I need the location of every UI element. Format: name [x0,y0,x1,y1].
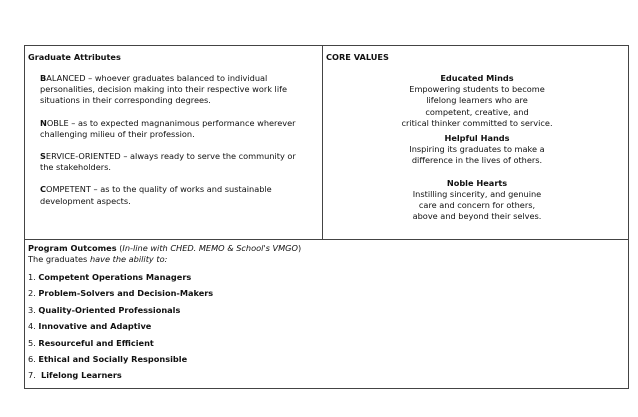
core-value-line: above and beyond their selves. [412,211,542,222]
program-outcomes-cell [25,240,629,389]
core-value-line: care and concern for others, [418,200,536,211]
outcome-number: 2. [28,288,39,299]
attribute-letter: N [40,117,47,128]
subtitle-plain: The graduates [28,254,90,264]
attribute-competent [40,184,308,206]
core-value-line: Inspiring its graduates to make a [409,144,545,155]
program-outcomes-title: Program Outcomes (In-line with CHED. MEMO & School's VMGO) [28,243,302,253]
outcome-label: Resourceful and Efficient [38,337,154,348]
outcome-item [25,321,628,332]
attribute-noble [40,118,308,140]
core-value-line: lifelong learners who are [426,95,528,106]
program-outcomes-list [25,272,628,381]
attribute-word: OBLE [46,117,69,128]
attribute-word: OMPETENT [46,184,91,195]
core-value-helpful-hands [323,133,628,167]
attribute-description: – as to expected magnanimous performance wherever challenging milieu of their profession. [40,117,296,139]
outcome-item [25,272,628,283]
outcome-label: Ethical and Socially Responsible [38,353,188,364]
core-values-cell [323,46,629,240]
program-outcomes-note: In-line with CHED. MEMO & School's VMGO [122,243,298,253]
outcome-item [25,370,628,381]
attribute-letter: C [40,184,47,195]
core-value-title: Educated Minds [440,73,514,83]
attribute-balanced [40,73,308,107]
outcome-label: Quality-Oriented Professionals [38,304,181,315]
attribute-word: ERVICE-ORIENTED [45,151,121,162]
attribute-word: ALANCED [46,73,86,83]
outcome-number: 4. [28,321,39,332]
outcome-item [25,305,628,316]
core-value-line: Instilling sincerity, and genuine [412,188,542,199]
outcome-item [25,354,628,365]
outcome-label: Lifelong Learners [41,370,122,381]
outcome-label: Competent Operations Managers [38,272,192,282]
outcome-item [25,288,628,299]
subtitle-italic: have the ability to: [89,254,168,264]
attribute-service-oriented [40,151,308,173]
core-value-line: competent, creative, and [425,106,529,117]
core-value-line: critical thinker committed to service. [401,117,553,128]
graduate-attributes-cell [25,46,323,240]
attribute-letter: S [40,151,46,162]
attribute-letter: B [40,73,47,83]
core-value-line: Empowering students to become [409,84,545,95]
outcome-number: 5. [28,337,39,348]
curriculum-table [24,45,629,389]
core-values-header: CORE VALUES [326,52,389,62]
core-value-line: difference in the lives of others. [411,155,543,166]
core-value-noble-hearts [323,178,628,223]
outcome-label: Innovative and Adaptive [38,321,152,332]
attribute-description: – whoever graduates balanced to individual personalities, decision making into their respective work life situations in their corresponding degrees. [40,73,288,106]
graduate-attributes-header: Graduate Attributes [28,52,121,62]
outcome-item [25,338,628,349]
core-value-educated-minds [323,73,628,129]
core-value-title: Noble Hearts [446,177,508,188]
outcome-number: 7. [28,370,42,381]
program-outcomes-subtitle [25,254,628,265]
attribute-description: – always ready to serve the community or the stakeholders. [40,151,296,173]
outcome-number: 1. [28,272,39,282]
outcome-number: 3. [28,304,39,315]
outcome-number: 6. [28,353,39,364]
core-value-title: Helpful Hands [444,133,510,144]
attribute-description: – as to the quality of works and sustainable development aspects. [40,184,272,206]
program-outcomes-heading: Program Outcomes [28,243,117,253]
outcome-label: Problem-Solvers and Decision-Makers [38,288,214,299]
